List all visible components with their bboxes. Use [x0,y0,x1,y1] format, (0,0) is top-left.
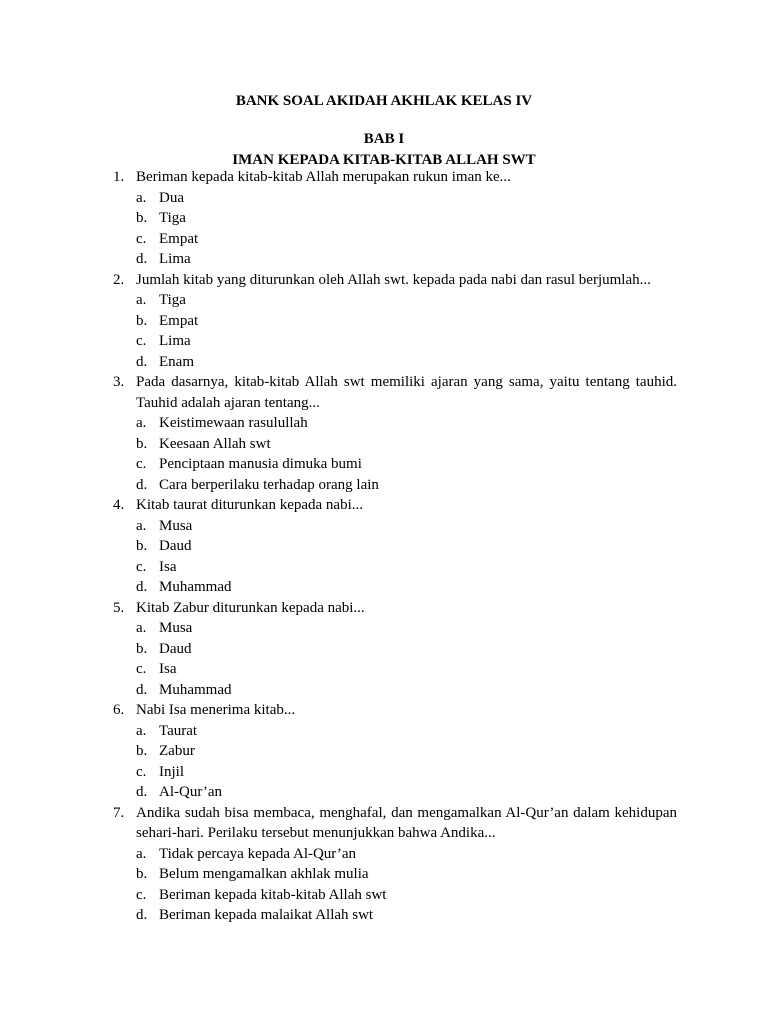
option-letter: d. [136,681,148,698]
option-text: Beriman kepada kitab-kitab Allah swt [159,886,387,903]
question-text: Kitab Zabur diturunkan kepada nabi... [136,599,365,616]
option-text: Empat [159,230,199,247]
answer-option [136,557,677,578]
option-letter: a. [136,722,147,739]
option-text: Cara berperilaku terhadap orang lain [159,476,379,493]
option-letter: c. [136,763,147,780]
option-letter: a. [136,517,147,534]
option-text: Belum mengamalkan akhlak mulia [159,866,369,882]
option-text: Musa [159,517,193,534]
option-letter: b. [136,312,148,329]
option-text: Dua [159,189,184,206]
option-letter: b. [136,743,148,759]
option-letter: b. [136,640,148,657]
question-text: Beriman kepada kitab-kitab Allah merupakan rukun iman ke... [136,169,511,185]
answer-option [136,680,677,701]
document-title: BANK SOAL AKIDAH AKHLAK KELAS IV [235,93,533,109]
option-text: Musa [159,620,193,636]
answer-option [136,290,677,311]
option-letter: c. [136,230,147,247]
question-text: Andika sudah bisa membaca, menghafal, dan mengamalkan Al-Qur’an dalam kehidupan sehari-hari. Perilaku tersebut menunjukkan bahwa Andika... [136,804,677,841]
answer-option [136,475,677,496]
option-text: Enam [159,353,194,370]
answer-option [136,864,677,885]
option-letter: d. [136,579,148,595]
chapter-heading [0,129,768,170]
option-letter: b. [136,210,148,226]
question-item [113,803,677,926]
answer-option [136,311,677,332]
option-text: Lima [159,251,191,267]
option-text: Penciptaan manusia dimuka bumi [159,456,362,472]
option-text: Lima [159,333,191,349]
answer-option [136,413,677,434]
option-letter: a. [136,845,147,862]
chapter-number: BAB I [363,131,405,147]
option-text: Daud [159,640,192,657]
answer-option [136,885,677,906]
option-letter: c. [136,456,147,472]
option-letter: c. [136,558,147,575]
answer-option [136,741,677,762]
option-text: Daud [159,538,192,554]
question-number: 2. [113,271,125,288]
option-text: Tidak percaya kepada Al-Qur’an [159,845,357,862]
option-text: Keistimewaan rasulullah [159,415,308,431]
answer-option [136,639,677,660]
answer-option [136,762,677,783]
option-letter: a. [136,189,147,206]
question-number: 1. [113,169,125,185]
answer-option [136,905,677,926]
option-text: Muhammad [159,681,232,698]
question-item [113,270,677,373]
answer-option [136,516,677,537]
option-letter: b. [136,435,148,452]
option-letter: c. [136,886,147,903]
option-text: Injil [159,763,184,780]
option-text: Beriman kepada malaikat Allah swt [159,907,374,923]
chapter-title: IMAN KEPADA KITAB-KITAB ALLAH SWT [232,151,536,168]
question-text: Pada dasarnya, kitab-kitab Allah swt memiliki ajaran yang sama, yaitu tentang tauhid. Tauhid adalah ajaran tentang... [136,374,677,411]
answer-option [136,229,677,250]
question-item [113,598,677,701]
question-text: Nabi Isa menerima kitab... [136,702,296,718]
option-letter: d. [136,353,148,370]
option-text: Al-Qur’an [159,784,223,800]
option-letter: d. [136,784,148,800]
answer-option [136,454,677,475]
option-text: Empat [159,312,199,329]
answer-option [136,536,677,557]
question-number: 6. [113,702,125,718]
option-text: Isa [159,661,177,677]
question-item [113,167,677,270]
option-text: Tiga [159,210,186,226]
option-letter: b. [136,538,148,554]
answer-option [136,188,677,209]
option-text: Muhammad [159,579,232,595]
option-letter: a. [136,415,147,431]
option-letter: c. [136,333,147,349]
question-item [113,700,677,803]
question-text: Kitab taurat diturunkan kepada nabi... [136,497,364,513]
answer-option [136,331,677,352]
question-number: 3. [113,374,125,390]
question-number: 5. [113,599,125,616]
answer-option [136,618,677,639]
answer-option [136,577,677,598]
answer-option [136,434,677,455]
option-text: Zabur [159,743,195,759]
answer-option [136,208,677,229]
option-letter: a. [136,292,147,308]
question-number: 7. [113,804,125,821]
question-number: 4. [113,497,125,513]
option-text: Tiga [159,292,186,308]
answer-option [136,249,677,270]
option-letter: d. [136,251,148,267]
answer-option [136,352,677,373]
option-text: Taurat [159,722,198,739]
option-letter: b. [136,866,148,882]
option-text: Isa [159,558,177,575]
question-item [113,495,677,598]
answer-option [136,721,677,742]
option-letter: a. [136,620,147,636]
question-list [113,167,677,926]
option-text: Keesaan Allah swt [159,435,271,452]
question-item [113,372,677,495]
option-letter: d. [136,476,148,493]
answer-option [136,844,677,865]
answer-option [136,659,677,680]
option-letter: c. [136,661,147,677]
option-letter: d. [136,907,148,923]
answer-option [136,782,677,803]
question-text: Jumlah kitab yang diturunkan oleh Allah swt. kepada pada nabi dan rasul berjumlah... [136,271,651,288]
